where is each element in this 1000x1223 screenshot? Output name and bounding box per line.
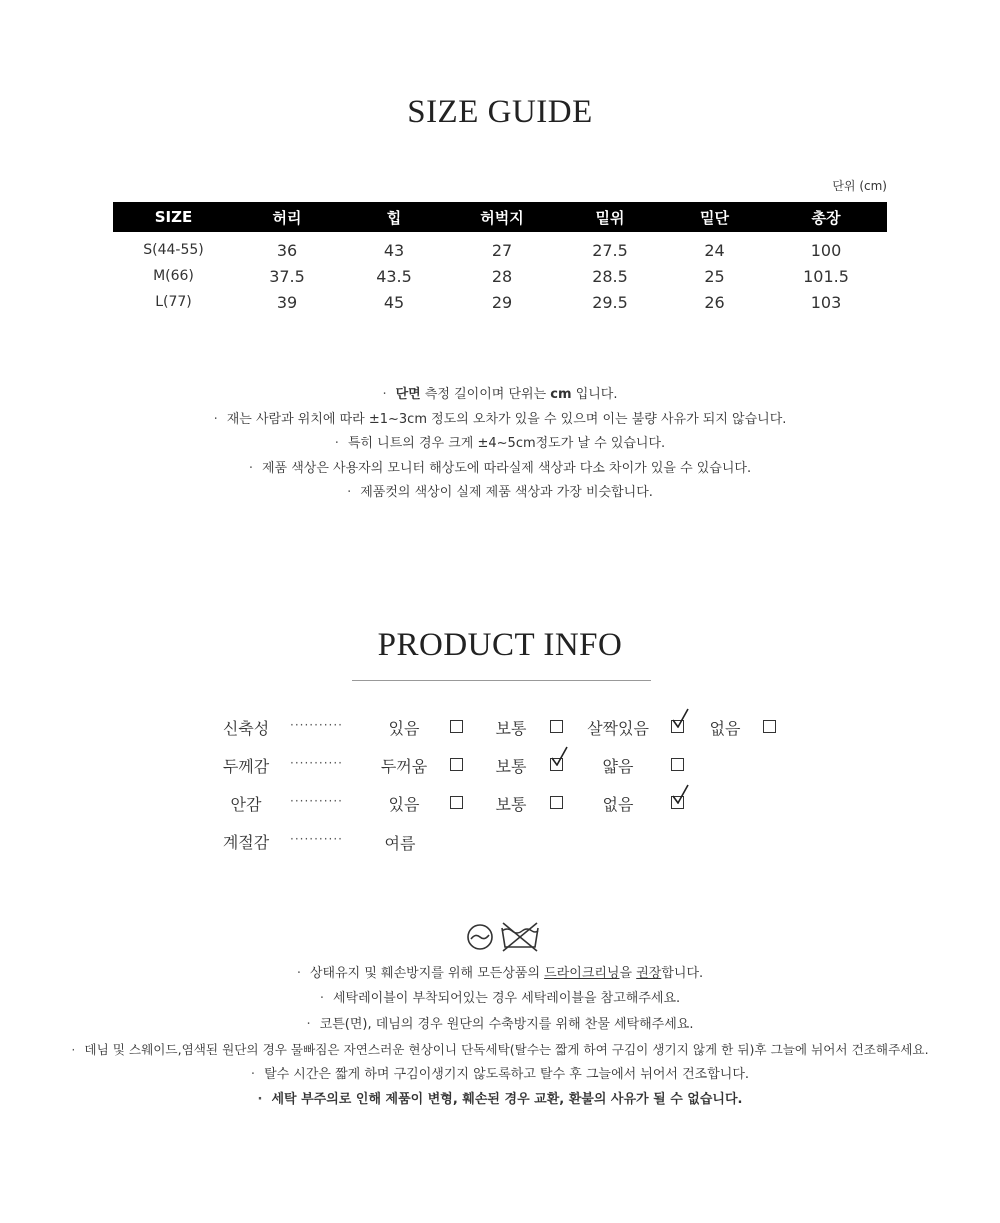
checkbox <box>550 796 563 809</box>
care-text: 탈수 시간은 짧게 하며 구김이생기지 않도록하고 탈수 후 그늘에서 뉘어서 건조합니다. <box>264 1067 750 1083</box>
bullet: · <box>213 411 218 427</box>
care-text: 세탁 부주의로 인해 제품이 변형, 훼손된 경우 교환, 환불의 사유가 될 수 없습니다. <box>271 1092 743 1108</box>
option-label: 보통 <box>495 795 527 814</box>
table-cell: 43.5 <box>376 266 412 286</box>
col-header: 힙 <box>340 202 448 232</box>
note-text: 특히 니트의 경우 크게 ±4~5cm정도가 날 수 있습니다. <box>347 436 666 451</box>
checkbox <box>763 720 776 733</box>
leader-dots: ··········· <box>290 756 343 770</box>
care-text: 데님 및 스웨이드,염색된 원단의 경우 물빠짐은 자연스러운 현상이니 단독세탁(탈수는 짧게 하여 구김이 생기지 않게 한 뒤)후 그늘에 뉘어서 건조해주세요. <box>84 1041 929 1057</box>
attr-label-lining: 안감 <box>230 795 262 814</box>
table-cell: 43 <box>383 240 405 260</box>
care-line <box>0 961 1000 986</box>
option-label: 보통 <box>495 719 527 738</box>
care-text: 세탁레이블이 부착되어있는 경우 세탁레이블을 참고해주세요. <box>332 991 681 1007</box>
size-guide-title: SIZE GUIDE <box>407 94 593 130</box>
checkbox <box>450 796 463 809</box>
note-line <box>0 481 1000 506</box>
leader-dots: ··········· <box>290 794 343 808</box>
note-line <box>0 457 1000 482</box>
note-text: 입니다. <box>571 387 618 402</box>
dry-clean-icon <box>468 925 492 949</box>
care-text: 을 <box>619 966 637 981</box>
table-cell: S(44-55) <box>143 242 204 258</box>
size-table <box>113 202 887 315</box>
care-line <box>0 986 1000 1011</box>
table-cell: 37.5 <box>269 266 305 286</box>
care-text: 합니다. <box>661 966 704 981</box>
checkbox <box>450 758 463 771</box>
table-cell: 100 <box>810 240 842 260</box>
size-notes <box>0 383 1000 506</box>
note-text: 제품컷의 색상이 실제 제품 색상과 가장 비슷합니다. <box>360 485 653 500</box>
col-header: 총장 <box>765 202 887 232</box>
note-bold: 단면 <box>395 387 421 402</box>
col-header: 밑위 <box>556 202 664 232</box>
option-label: 살짝있음 <box>587 719 649 738</box>
bullet: · <box>334 436 339 451</box>
size-table-header <box>113 202 887 232</box>
bullet: · <box>257 1092 263 1108</box>
care-underline: 권장 <box>636 966 662 981</box>
note-line <box>0 383 1000 408</box>
checkbox <box>450 720 463 733</box>
table-cell: L(77) <box>155 294 192 310</box>
table-cell: 45 <box>383 292 405 312</box>
col-header: 허벅지 <box>448 202 556 232</box>
table-cell: 24 <box>704 240 725 260</box>
bullet: · <box>248 460 253 476</box>
divider <box>352 680 651 681</box>
leader-dots: ··········· <box>290 718 343 732</box>
option-label: 있음 <box>388 719 420 738</box>
check-icon <box>670 784 690 804</box>
table-cell: 36 <box>276 240 298 260</box>
unit-label: 단위 (cm) <box>832 179 887 193</box>
table-row <box>113 289 887 315</box>
table-cell: 27 <box>491 240 513 260</box>
bullet: · <box>250 1067 256 1083</box>
bullet: · <box>71 1041 76 1057</box>
bullet: · <box>347 485 352 500</box>
bullet: · <box>382 387 387 402</box>
checkbox <box>550 720 563 733</box>
table-cell: M(66) <box>153 268 194 284</box>
table-cell: 26 <box>704 292 725 312</box>
col-header: 허리 <box>234 202 340 232</box>
note-line <box>0 408 1000 433</box>
option-label: 없음 <box>602 795 634 814</box>
table-cell: 27.5 <box>592 240 628 260</box>
attr-label-season: 계절감 <box>222 833 270 852</box>
option-label: 얇음 <box>602 757 634 776</box>
care-notes <box>0 961 1000 1113</box>
care-text: 상태유지 및 훼손방지를 위해 모든상품의 <box>309 966 545 981</box>
care-underline: 드라이크리닝 <box>544 966 620 981</box>
table-row <box>113 237 887 263</box>
note-text: 제품 색상은 사용자의 모니터 해상도에 따라실제 색상과 다소 차이가 있을 수 있습니다. <box>262 460 752 476</box>
table-cell: 29.5 <box>592 292 628 312</box>
bullet: · <box>296 966 301 981</box>
care-line <box>0 1062 1000 1087</box>
care-icons <box>466 920 542 952</box>
table-cell: 25 <box>704 266 725 286</box>
table-cell: 29 <box>491 292 513 312</box>
note-bold: cm <box>550 387 572 402</box>
col-header: SIZE <box>113 202 234 232</box>
bullet: · <box>319 991 324 1007</box>
option-label: 있음 <box>388 795 420 814</box>
leader-dots: ··········· <box>290 832 343 846</box>
season-value: 여름 <box>384 834 416 853</box>
attr-label-thickness: 두께감 <box>222 757 270 776</box>
no-wash-icon <box>502 923 538 951</box>
col-header: 밑단 <box>664 202 765 232</box>
table-cell: 28.5 <box>592 266 628 286</box>
table-cell: 101.5 <box>803 266 849 286</box>
option-label: 두꺼움 <box>380 757 428 776</box>
option-label: 없음 <box>709 719 741 738</box>
care-text: 코튼(면), 데님의 경우 원단의 수축방지를 위해 찬물 세탁해주세요. <box>319 1016 694 1032</box>
option-label: 보통 <box>495 757 527 776</box>
table-cell: 28 <box>491 266 513 286</box>
note-line <box>0 432 1000 457</box>
table-row <box>113 263 887 289</box>
check-icon <box>549 746 569 766</box>
checkbox <box>671 758 684 771</box>
note-text: 측정 길이이며 단위는 <box>420 387 551 402</box>
care-line <box>0 1012 1000 1037</box>
note-text: 재는 사람과 위치에 따라 ±1~3cm 정도의 오차가 있을 수 있으며 이는 불량 사유가 되지 않습니다. <box>226 411 787 427</box>
product-info-title: PRODUCT INFO <box>377 627 623 663</box>
attr-label-elasticity: 신축성 <box>222 719 270 738</box>
bullet: · <box>306 1016 311 1032</box>
care-line-warning <box>0 1087 1000 1112</box>
table-cell: 103 <box>810 292 842 312</box>
table-cell: 39 <box>276 292 298 312</box>
care-line <box>0 1037 1000 1062</box>
